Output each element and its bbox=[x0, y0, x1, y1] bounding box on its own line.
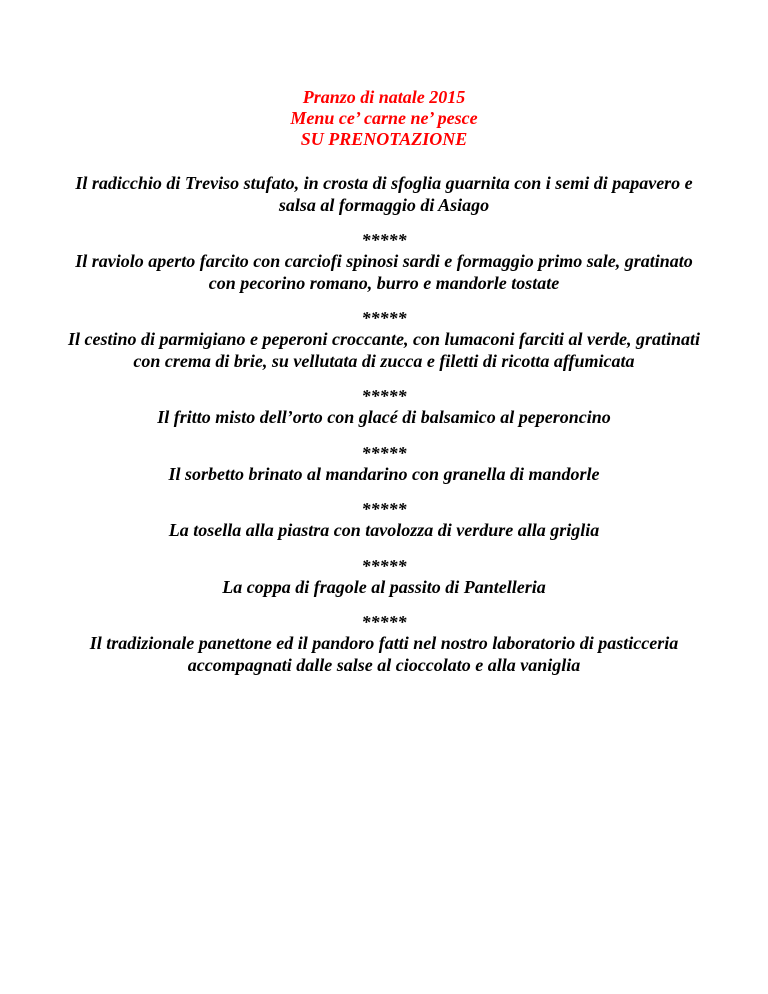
dish-2: Il raviolo aperto farcito con carciofi spinosi sardi e formaggio primo sale, gratinato con pecorino romano, burro e mandorle tostate bbox=[75, 251, 693, 293]
dish-7: La coppa di fragole al passito di Pantelleria bbox=[222, 576, 546, 597]
dish-1: Il radicchio di Treviso stufato, in crosta di sfoglia guarnita con i semi di papavero e salsa al formaggio di Asiago bbox=[75, 173, 693, 215]
dish-3: Il cestino di parmigiano e peperoni croccante, con lumaconi farciti al verde, gratinati con crema di brie, su vellutata di zucca e filetti di ricotta affumicata bbox=[68, 329, 700, 371]
dish-6: La tosella alla piastra con tavolozza di verdure alla griglia bbox=[168, 520, 600, 540]
header-reservation-note: SU PRENOTAZIONE bbox=[300, 129, 468, 149]
separator-3: ***** bbox=[361, 386, 407, 406]
header-title: Pranzo di natale 2015 bbox=[302, 87, 466, 107]
separator-7: ***** bbox=[361, 612, 407, 632]
header-subtitle: Menu ce’ carne ne’ pesce bbox=[290, 108, 478, 128]
dish-4: Il fritto misto dell’orto con glacé di balsamico al peperoncino bbox=[157, 407, 611, 427]
menu-header bbox=[0, 87, 768, 150]
separator-6: ***** bbox=[361, 555, 407, 576]
separator-5: ***** bbox=[361, 499, 407, 519]
separator-1: ***** bbox=[361, 230, 407, 250]
separator-4: ***** bbox=[361, 442, 407, 463]
dish-5: Il sorbetto brinato al mandarino con granella di mandorle bbox=[168, 463, 600, 484]
dish-8: Il tradizionale panettone ed il pandoro fatti nel nostro laboratorio di pasticceria accompagnati dalle salse al cioccolato e alla vaniglia bbox=[89, 633, 679, 675]
separator-2: ***** bbox=[361, 308, 407, 328]
dish-list bbox=[60, 173, 708, 676]
